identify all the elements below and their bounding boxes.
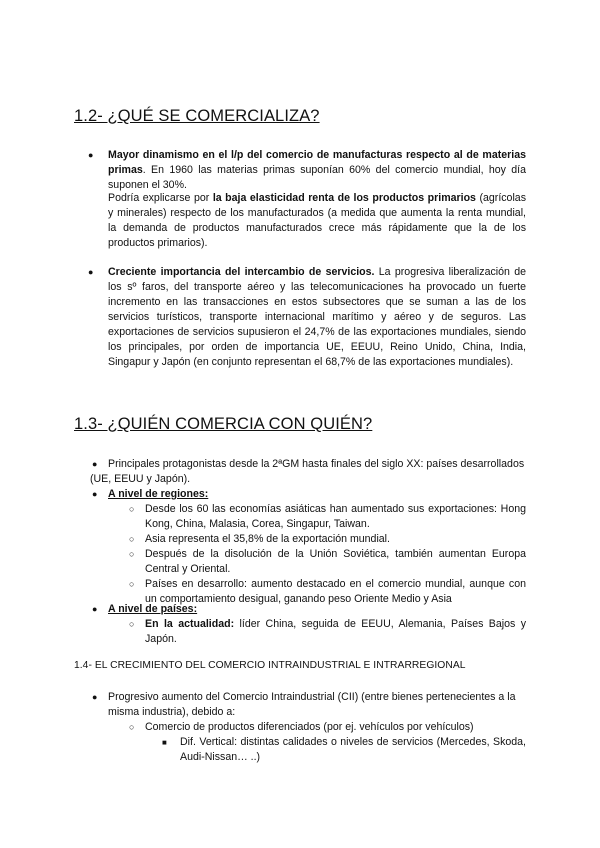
- circle-bullet-icon: ○: [129, 549, 135, 559]
- bullet-icon: ●: [92, 604, 98, 614]
- regions-label: A nivel de regiones:: [108, 488, 209, 500]
- circle-bullet-icon: ○: [129, 619, 135, 629]
- bold-text: la baja elasticidad renta de los productos primarios: [212, 192, 476, 204]
- bullet-icon: ●: [92, 692, 98, 702]
- subsub-item-vertical: [180, 735, 526, 765]
- body-text: La progresiva liberalización de los sº faros, del transporte aéreo y las telecomunicaciones ha provocado un fuerte incremento en las transacciones en estos subsectores que se suman a las de los servicios turísticos, transporte internacional marítimo y aéreo y de seguros. Las exportaciones de servicios supusieron el 24,7% de las exportaciones mundiales, siendo los principales, por orden de importancia UE, EEUU, Reino Unido, China, India, Singapur y Japón (en conjunto representan el 68,7% de las exportaciones mundiales).: [108, 266, 526, 368]
- countries-label: A nivel de países:: [108, 603, 198, 615]
- body-text: Principales protagonistas desde la 2ªGM hasta finales del siglo XX: países desarrollados (UE, EEUU y Japón).: [90, 458, 525, 485]
- bullet-icon: ●: [92, 489, 98, 499]
- bullet-manufacturas: [108, 148, 526, 193]
- body-text: Dif. Vertical: distintas calidades o niveles de servicios (Mercedes, Skoda, Audi-Nissan… ..): [180, 736, 526, 763]
- paragraph-elasticidad: [108, 191, 526, 251]
- circle-bullet-icon: ○: [129, 534, 135, 544]
- sub-item-diferenciados: Comercio de productos diferenciados (por ej. vehículos por vehículos): [145, 721, 474, 733]
- region-item: Asia representa el 35,8% de la exportación mundial.: [145, 533, 390, 545]
- countries-item: [145, 617, 526, 647]
- circle-bullet-icon: ○: [129, 579, 135, 589]
- bullet-cii: Progresivo aumento del Comercio Intraindustrial (CII) (entre bienes pertenecientes a la misma industria), debido a:: [108, 691, 516, 718]
- circle-bullet-icon: ○: [129, 722, 135, 732]
- bold-text: Creciente importancia del intercambio de servicios.: [108, 266, 375, 278]
- circle-bullet-icon: ○: [129, 504, 135, 514]
- bullet-icon: ●: [92, 459, 98, 469]
- body-text: (agrícolas y minerales) respecto de los manufacturados (a medida que aumenta la renta mundial, la demanda de productos manufacturados crece más rápidamente que la de los productos primarios).: [108, 192, 526, 249]
- section-heading-1-4: 1.4- EL CRECIMIENTO DEL COMERCIO INTRAINDUSTRIAL E INTRARREGIONAL: [74, 660, 466, 671]
- region-item: Después de la disolución de la Unión Soviética, también aumentan Europa Central y Oriental.: [145, 548, 526, 575]
- bullet-icon: ●: [88, 150, 94, 160]
- region-item: Países en desarrollo: aumento destacado en el comercio mundial, aunque con un comportamiento desigual, ganando peso Oriente Medio y Asia: [145, 578, 526, 605]
- bullet-servicios: [108, 265, 526, 370]
- bullet-icon: ●: [88, 267, 94, 277]
- body-text: líder China, seguida de EEUU, Alemania, Países Bajos y Japón.: [145, 618, 527, 645]
- body-text: . En 1960 las materias primas suponían 60% del comercio mundial, hoy día suponen el 30%.: [108, 164, 526, 191]
- section-heading-1-3: 1.3- ¿QUIÉN COMERCIA CON QUIÉN?: [74, 415, 373, 433]
- body-text: Podría explicarse por: [108, 192, 213, 204]
- bullet-protagonistas: [90, 457, 526, 487]
- region-item: Desde los 60 las economías asiáticas han aumentado sus exportaciones: Hong Kong, China, Malasia, Corea, Singapur, Taiwan.: [145, 503, 526, 530]
- bold-text: En la actualidad:: [145, 618, 235, 630]
- bold-text: Mayor dinamismo en el l/p del comercio de manufacturas respecto al de materias primas: [108, 149, 526, 176]
- square-bullet-icon: ■: [162, 738, 167, 747]
- section-heading-1-2: 1.2- ¿QUÉ SE COMERCIALIZA?: [74, 107, 320, 125]
